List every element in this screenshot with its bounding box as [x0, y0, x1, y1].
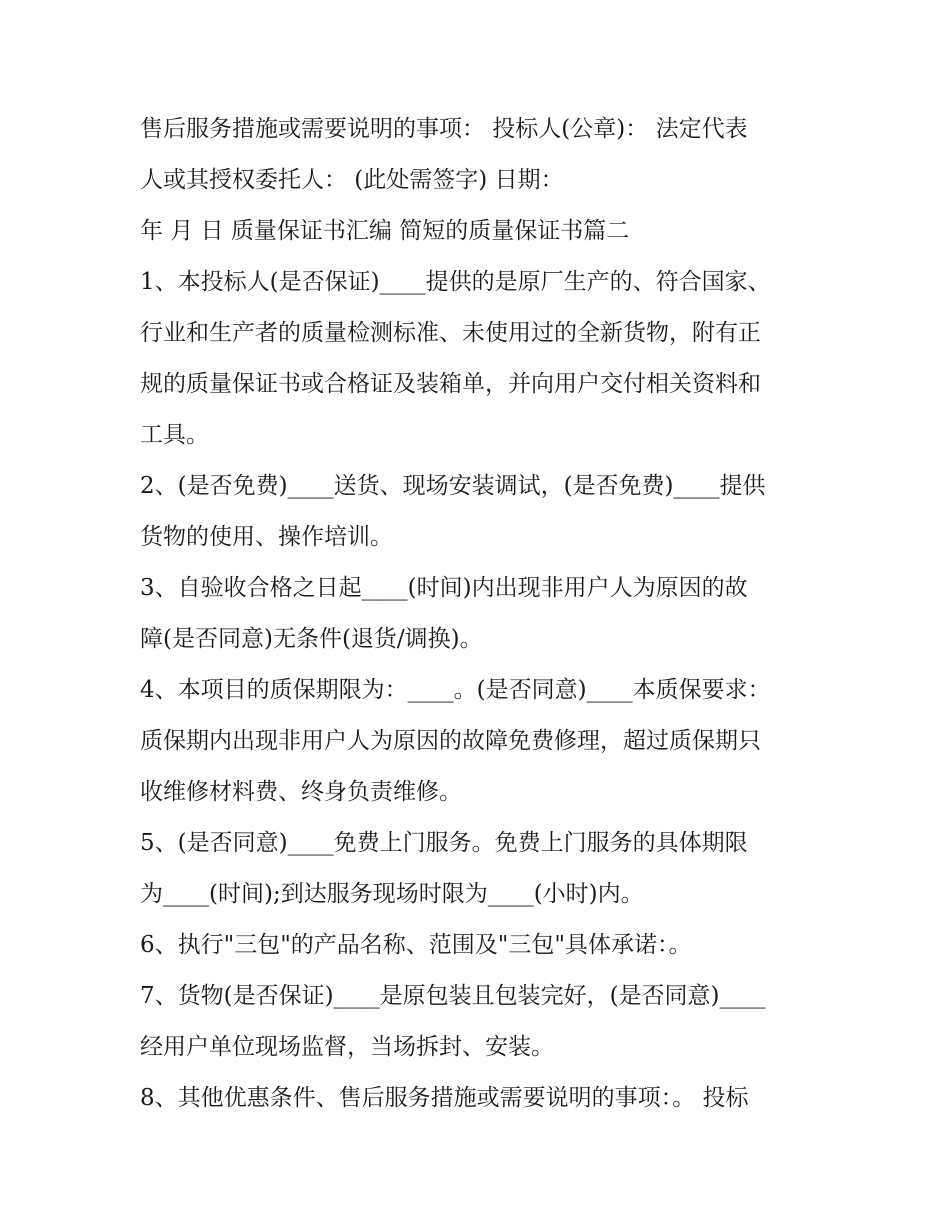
text-line: 6、执行"三包"的产品名称、范围及"三包"具体承诺：。 — [140, 932, 692, 958]
text-line: 售后服务措施或需要说明的事项： 投标人(公章)： 法定代表 — [140, 116, 748, 142]
text-line: 8、其他优惠条件、售后服务措施或需要说明的事项：。 投标 — [140, 1085, 749, 1111]
text-line: 工具。 — [140, 422, 209, 448]
document-body — [140, 104, 820, 1124]
text-line: 障(是否同意)无条件(退货/调换)。 — [140, 626, 483, 652]
text-line: 为____(时间);到达服务现场时限为____(小时)内。 — [140, 881, 644, 907]
text-line: 人或其授权委托人： (此处需签字) 日期： — [140, 167, 564, 193]
text-line: 行业和生产者的质量检测标准、未使用过的全新货物，附有正 — [140, 320, 761, 346]
text-line: 收维修材料费、终身负责维修。 — [140, 779, 462, 805]
text-line: 2、(是否免费)____送货、现场安装调试，(是否免费)____提供 — [140, 473, 766, 499]
text-line: 7、货物(是否保证)____是原包装且包装完好，(是否同意)____ — [140, 983, 766, 1009]
text-line: 1、本投标人(是否保证)____提供的是原厂生产的、符合国家、 — [140, 269, 771, 295]
text-line: 质保期内出现非用户人为原因的故障免费修理，超过质保期只 — [140, 728, 761, 754]
text-line: 经用户单位现场监督，当场拆封、安装。 — [140, 1034, 554, 1060]
text-line: 5、(是否同意)____免费上门服务。免费上门服务的具体期限 — [140, 830, 748, 856]
text-line: 规的质量保证书或合格证及装箱单，并向用户交付相关资料和 — [140, 371, 761, 397]
text-line: 货物的使用、操作培训。 — [140, 524, 393, 550]
text-line: 3、自验收合格之日起____(时间)内出现非用户人为原因的故 — [140, 575, 748, 601]
text-line: 年 月 日 质量保证书汇编 简短的质量保证书篇二 — [140, 218, 630, 244]
text-line: 4、本项目的质保期限为：____。(是否同意)____本质保要求： — [140, 677, 771, 703]
